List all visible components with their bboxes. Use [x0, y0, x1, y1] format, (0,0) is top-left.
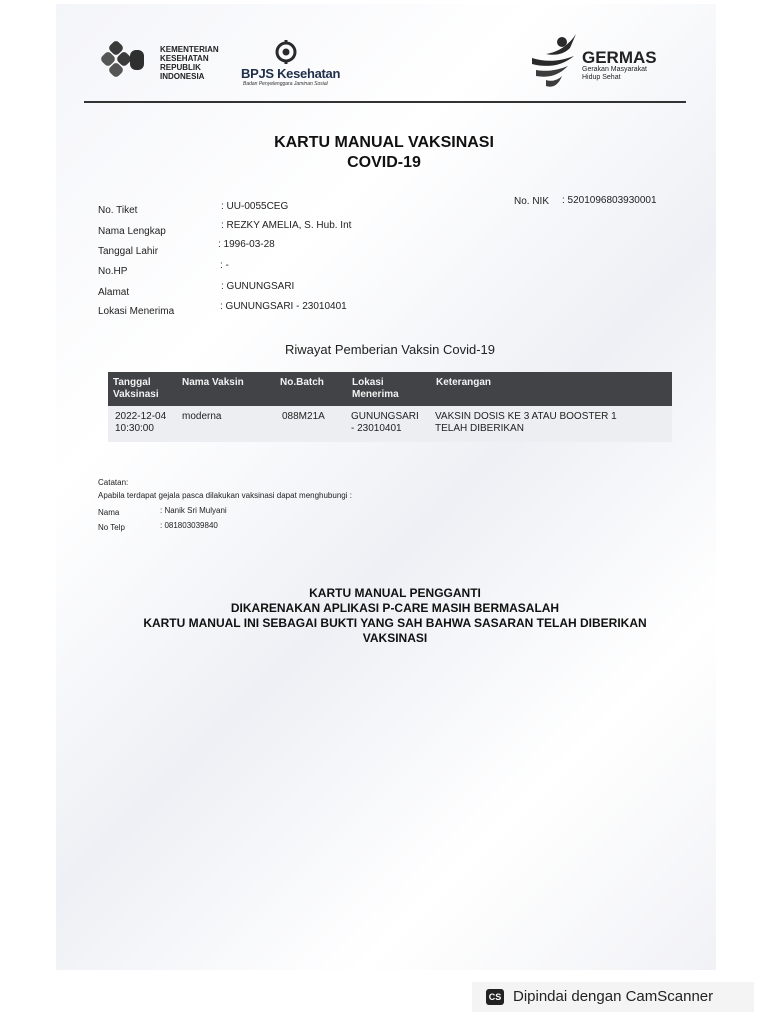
cell-date: 2022-12-04 10:30:00: [115, 411, 167, 434]
cell-notes: VAKSIN DOSIS KE 3 ATAU BOOSTER 1 TELAH DIBERIKAN: [435, 411, 617, 434]
contact-name-value: : Nanik Sri Mulyani: [160, 506, 227, 515]
field-value-phone: : -: [220, 260, 229, 271]
field-value-address: : GUNUNGSARI: [221, 281, 295, 292]
nik-label: No. NIK: [514, 196, 550, 207]
column-header-notes: Keterangan: [436, 377, 492, 388]
header-divider: [84, 101, 686, 103]
germas-name: GERMAS: [582, 48, 657, 67]
card-title: KARTU MANUAL VAKSINASI: [274, 134, 494, 151]
vaccine-history-table: [108, 372, 672, 442]
camscanner-icon: CS: [486, 989, 504, 1005]
column-header-date: Tanggal Vaksinasi: [113, 377, 159, 400]
field-value-location: : GUNUNGSARI - 23010401: [220, 301, 347, 312]
field-value-name: : REZKY AMELIA, S. Hub. Int: [221, 220, 352, 231]
kemenkes-line: KEMENTERIAN: [160, 45, 219, 54]
vaccine-history-title: Riwayat Pemberian Vaksin Covid-19: [284, 342, 496, 357]
cell-location: GUNUNGSARI - 23010401: [351, 411, 419, 434]
field-value-birthdate: : 1996-03-28: [218, 239, 275, 250]
kemenkes-name: [160, 45, 219, 81]
closing-line: VAKSINASI: [362, 631, 428, 645]
closing-line: DIKARENAKAN APLIKASI P-CARE MASIH BERMASALAH: [230, 601, 560, 615]
field-label-name: Nama Lengkap: [98, 226, 166, 237]
column-header-batch: No.Batch: [280, 377, 324, 388]
table-header: [108, 372, 672, 406]
bpjs-subtitle: Badan Penyelenggara Jaminan Sosial: [243, 81, 328, 87]
germas-sub-line: Hidup Sehat: [582, 74, 621, 81]
closing-line: KARTU MANUAL PENGGANTI: [309, 586, 481, 600]
kemenkes-line: INDONESIA: [160, 72, 205, 81]
field-label-ticket: No. Tiket: [98, 205, 138, 216]
column-header-vaccine: Nama Vaksin: [182, 377, 244, 388]
table-row: [108, 406, 672, 442]
germas-subtitle: [582, 66, 647, 82]
contact-name-label: Nama: [98, 508, 120, 517]
notes-instruction: Apabila terdapat gejala pasca dilakukan vaksinasi dapat menghubungi :: [98, 491, 352, 500]
closing-line: KARTU MANUAL INI SEBAGAI BUKTI YANG SAH BAHWA SASARAN TELAH DIBERIKAN: [143, 616, 647, 630]
field-label-birthdate: Tanggal Lahir: [98, 246, 159, 257]
kemenkes-logo-icon: [100, 40, 150, 80]
card-subtitle: COVID-19: [347, 154, 421, 171]
cell-batch: 088M21A: [282, 411, 325, 422]
closing-statement: [0, 586, 768, 646]
contact-phone-label: No Telp: [98, 523, 125, 532]
field-label-address: Alamat: [98, 287, 130, 298]
kemenkes-line: KESEHATAN: [160, 54, 209, 63]
germas-sub-line: Gerakan Masyarakat: [582, 66, 647, 73]
field-label-location: Lokasi Menerima: [98, 306, 175, 317]
field-value-ticket: : UU-0055CEG: [221, 201, 289, 212]
scanner-text: Dipindai dengan CamScanner: [513, 988, 714, 1005]
germas-logo-icon: [528, 32, 580, 88]
nik-value: : 5201096803930001: [562, 195, 657, 206]
contact-phone-value: : 081803039840: [160, 521, 218, 530]
cell-vaccine: moderna: [182, 411, 222, 422]
notes-heading: Catatan:: [98, 478, 129, 487]
column-header-location: Lokasi Menerima: [352, 377, 399, 400]
field-label-phone: No.HP: [98, 266, 128, 277]
kemenkes-line: REPUBLIK: [160, 63, 201, 72]
bpjs-logo-icon: [272, 40, 300, 64]
bpjs-name: BPJS Kesehatan: [241, 66, 341, 81]
